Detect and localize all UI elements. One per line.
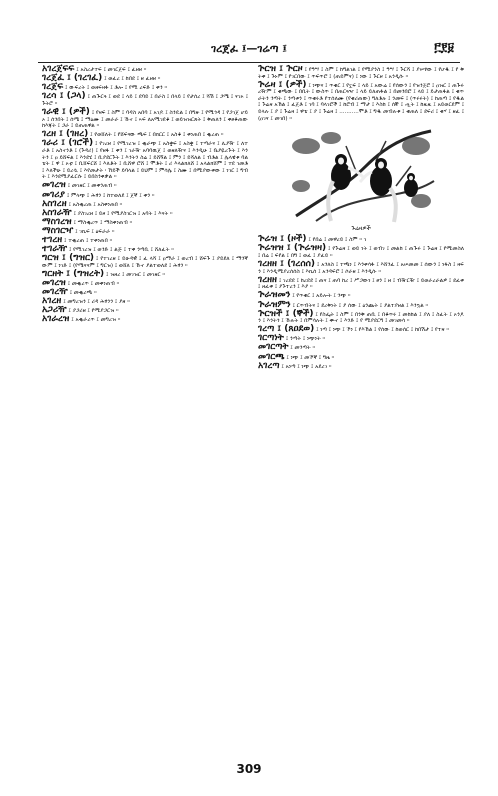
right-column xyxy=(258,66,464,372)
dictionary-entry xyxy=(42,307,248,315)
entry-definition: ፤ ምላጭ ፤ ሕፃን ፤ ከተወለደ ፤ ጀኛ ፤ ቀን ። xyxy=(66,192,155,199)
entry-definition: ፤ አነጣ ፤ ነጭ ፤ አደረገ ። xyxy=(281,363,332,370)
entry-definition: ፤ መቈረጫ ። xyxy=(69,290,97,297)
dictionary-entry xyxy=(258,66,464,80)
entry-definition: ፤ መግረዝን ፤ ሪዳ ሕፃንን ፤ ያዘ ። xyxy=(63,299,130,306)
entry-headword: ጕራዝመን xyxy=(258,290,291,301)
entry-definition: ፤ ማስቈረጥ ፤ ማስቀነጠብ ። xyxy=(73,219,133,226)
dictionary-entry xyxy=(42,140,248,181)
entry-definition: ፤ ጠጕርጓ ፤ ወደ ፤ ላይ ፤ ደባይ ፤ በራስ ፤ በላይ ፤ የታሰረ ፤ ሻሽ ፤ ጋሜ ፤ ናገኦ ፤ ጉትሮ ። xyxy=(42,94,248,107)
dictionary-entry xyxy=(258,344,464,352)
dictionary-entry xyxy=(258,308,464,325)
dictionary-entry xyxy=(42,268,248,279)
entry-definition: ፤ መገዘር ፤ መቀንጠብ ። xyxy=(67,183,117,190)
entry-headword: ገረጣ ፤ (ጸዐደወ) xyxy=(258,324,315,335)
entry-headword: ጕርዝች ፤ (ኞች) xyxy=(258,308,314,319)
entry-definition: ፤ የጉሬዛ ፤ ወይ ነት ፤ ወብገ ፤ መልከ ፤ ጠጕሩ ፤ ጉሬዛ ፤ የሚመስለ ፤ በሬ ፤ ፍየል ፤ በግ ፤ ወፈ ፤ ያፈይ ። xyxy=(258,246,465,259)
entry-headword: መገርጫ xyxy=(258,351,285,362)
page-header xyxy=(0,40,498,60)
entry-headword: ገረጀፈ ፤ (ገረገፈ) xyxy=(42,73,103,84)
right-column-bottom-entries xyxy=(258,236,464,370)
dictionary-entry xyxy=(42,75,248,83)
entry-headword: አስገረዘ xyxy=(42,198,67,209)
entry-definition: ፤ የዓሣ ፤ ስም ፤ ከግልገል ፤ የሚያንስ ፤ ዓሣ ፤ ጉርሻ ፤ ያሠፃው ፤ የሆዱ ፤ የ ቅትቀ ፤ ጉኑም ፤ የገርበው ፤ ጥፍጥሮ ፤ (ጠይምና) ፤ ነው ፤ ጉርዞ ፤ አንዲሱ ። xyxy=(258,67,464,80)
entry-headword: ገረጀፍ xyxy=(42,82,64,93)
entry-headword: አገራረዝ xyxy=(42,314,70,325)
dictionary-entry xyxy=(42,182,248,190)
entry-definition: ፤ ንጣት ፤ ነጭነት ። xyxy=(285,336,326,343)
dictionary-entry xyxy=(42,198,248,209)
entry-definition: ፤ መንጣት ። xyxy=(290,345,316,352)
entry-definition: ፤ መቈረጥ ፤ መቀነጠብ ። xyxy=(67,280,120,287)
monkeys-illustration xyxy=(286,126,436,224)
entry-headword: ገርጣነት xyxy=(258,333,284,344)
dictionary-entry xyxy=(42,207,248,218)
entry-headword: ጕራዝምን xyxy=(258,299,291,310)
entry-definition: ፤ ዝዘረ ፤ መገዝር ፤ መገዘር ። xyxy=(106,271,165,278)
dictionary-entry xyxy=(258,326,464,334)
dictionary-entry xyxy=(42,255,248,269)
entry-definition: ፤ ገኪፍ ፤ ዕፍራራ ። xyxy=(75,228,115,235)
ethiopic-page-number: ፫፻፱ xyxy=(434,40,454,54)
right-column-top-entries xyxy=(258,66,464,122)
entry-definition: ፤ የገረዘ ፤ የሚገረዝ ፤ ቈራጭ ፤ አስቋፍ ፤ አስቋ ፤ ተጣራና ፤ ሊያዥ ፤ ለተ ራቶ ፤ አስኖንቶ ፤ (ጉዳሪ) ፤ የዘፋ ፤ ቀን ፤ ገራዥ አባባዉጀ ፤ ወዘለዥና ፤ እንዲሁ ፤ ቤያዪረጉት ፤ እን ትን ፤ ዐ ይሸፍል ፤ እንደሂ ፤ ቢያደርጉት ፤ እንትን ስሬ ፤ ይሸኝል ፤ ምን ፤ ይሻለል ፤ ብቶል ፤ ሌላዌቱ ባልቴት ፤ ዋ ፤ ኦቲ ፤ ቢሸፍርሸ ፤ እለቶት ፤ ቢሸዋ ሮሸ ፤ ሞቶት ፤ ሪ እላልክለሸ ፤ አላልክሸም ፤ ተደ ገመቶ ፤ እለችሁ ፤ ይረሷ ፤ እየመታት ፡ ኸይች ይባላል ፤ ይህም ፤ ምሳሌ ፤ ስሙ ፤ በሚያውቀው ፤ ነገር ፤ ግብት ፤ እንደሚያፈርሱ ፤ ይበስንቀቃል ። xyxy=(42,141,248,181)
dictionary-entry xyxy=(42,289,248,297)
entry-definition: ፤ አቈራረጥ ፤ መግረዝ ። xyxy=(71,317,121,324)
entry-headword: አስገራዥ xyxy=(42,207,72,218)
entry-definition: ፤ ውፍረት ፤ ወዘፍዛፋ ፤ ቶሎ ፤ የሚ ረፍድ ፤ ቀን ። xyxy=(65,85,168,92)
entry-headword: መገረዝ xyxy=(42,277,66,288)
entry-headword: ጕርዝ ፤ ጕርዞ xyxy=(258,64,303,74)
entry-definition: ፤ ያስገረዘ ፤ ይዞ ፤ የሚያስገርዝ ፤ አባት ፤ እናት ። xyxy=(73,210,173,217)
left-column xyxy=(42,66,248,325)
entry-headword: ተገራዥ xyxy=(42,244,68,255)
entry-definition: ፤ ያጋሪዘ ፤ የሚያጋርዝ ። xyxy=(68,308,119,315)
entry-headword: ተገረዘ xyxy=(42,234,63,245)
entry-definition: ፤ ተቈረጠ ፤ ተቀነጠበ ። xyxy=(64,237,113,244)
entry-headword: ገራዊ ፤ (ዎች) xyxy=(42,106,90,117)
entry-headword: መገረዥ xyxy=(42,287,68,298)
entry-headword: ገረሳ ፤ (ጋላ) xyxy=(42,91,86,102)
entry-headword: ማስገርዣ xyxy=(42,225,74,236)
entry-definition: ፤ የዛፍ ፤ ስም ፤ ባዳስ አበባ ፤ አገዶ ፤ ስንዴል ፤ በግዙ ፤ የሚጎዳ ፤ የጋገጀ ሆይኦ ፤ ሰንበት ፤ ሰሜ ፤ ማዕሙ ፤ መራራ ፤ ኹኖ ፤ ኣፍ ለአሚገደቆ ፤ ወይዝዝርጸት ፤ ቅጠለን ፤ ቀፀቆጠው ከእጃት ፤ ጋራ ፤ ይጠጠዋል ። xyxy=(42,109,249,130)
entry-headword: አገረዘ xyxy=(42,296,62,307)
dictionary-entry xyxy=(258,360,464,371)
entry-headword: ግርዘት ፤ (ግዝረት) xyxy=(42,268,105,279)
dictionary-entry xyxy=(258,299,464,310)
entry-headword: ጕሬዝ ፤ (ዞች) xyxy=(258,234,307,245)
dictionary-entry xyxy=(258,261,464,275)
dictionary-entry xyxy=(258,292,464,300)
illustration-caption: ጉሬዛዎች xyxy=(351,225,371,233)
dictionary-entry xyxy=(42,234,248,245)
dictionary-entry xyxy=(42,316,248,324)
entry-headword: መገሪያ xyxy=(42,189,65,200)
dictionary-entry xyxy=(258,335,464,343)
dictionary-entry xyxy=(258,79,464,123)
entry-definition: ፤ አንለስ ፤ ተጫነ ፤ እንቀሳፋ ፤ እሸንፈ ፤ አሠመመ ፤ ሰውን ፤ ነፋስ ፤ ዛፍን ፤ እንዲሚያረሰሰስ ፤ እኪሰ ፤ አንዳፍሮ ፤ ሶራዘ ፤ እንዲሱ ። xyxy=(258,262,464,275)
entry-definition: ፤ ነጣ ፤ ነጭ ፤ ኾነ ፤ የእኸል ፤ የሰው ፤ ከወሰር ፤ ከበሽታ ፤ የተዛ ። xyxy=(316,327,449,334)
entry-headword: ገራሪ ፤ (ገሮች) xyxy=(42,138,94,149)
entry-headword: አጋሪዥ xyxy=(42,305,67,316)
dictionary-entry xyxy=(42,277,248,288)
entry-definition: ፤ ገረደደ ፤ ከረደደ ፤ ጠና ፤ ጠባ ከረ ፤ ሥጋውነ ፤ ፀን ፤ ዘ ፤ ብዥርዥ ፤ ይወራረራልዎ ፤ ደፈቀ ፤ ዘፈቀ ፤ ያጉተረን ፤ እያ ። xyxy=(258,277,464,291)
entry-headword: ጕሬዛ ፤ (ዎች) xyxy=(258,79,307,90)
dictionary-entry xyxy=(258,351,464,362)
entry-headword: ገረዘ ፤ (ገዘረ) xyxy=(42,129,89,140)
entry-definition: ፤ ወፈረ ፤ ከበደ ፤ ዘ ፈዘዘ ። xyxy=(104,76,161,83)
dictionary-entry xyxy=(42,225,248,236)
dictionary-entry xyxy=(258,245,464,259)
entry-definition: ፤ አስረታተፍ ፤ መገርጀፍ ፤ ፈዘዘ ። xyxy=(76,67,147,73)
entry-definition: ፤ የበሬ ፤ መዋረይ ፤ ስም ። ገ xyxy=(308,237,367,244)
dictionary-entry xyxy=(42,106,249,130)
dictionary-entry xyxy=(42,189,248,200)
entry-headword: አገረጣ xyxy=(258,360,280,371)
entry-headword: መገርጣት xyxy=(258,342,289,353)
entry-definition: ፤ የስፌት ፤ ስም ፤ በንቅ ጠቢ ፤ በቆጥሩ ፤ መከከል ፤ ያለ ፤ ስፈት ፤ ኦንዶን ፤ እንትጎ ፤ ኹሉት ፤ በምሳሉት ፤ ቍኖ ፤ እንድ ፤ የ ሚያደርግ ፤ መገመሳ ። xyxy=(258,311,464,325)
running-head: ገረጀፈ ፤—ገሬጣ ፤ xyxy=(211,42,287,55)
entry-definition: ፤ የወሸለት ፤ የሸፍናው ጫፍ ፤ በክርር ፤ አስቆ ፤ ቀነጠበ ፤ ቈረጠ ። xyxy=(90,132,224,139)
page-number: 309 xyxy=(236,762,262,776)
entry-definition: ፤ የጥቁር ፤ አይሎት ፤ ንጭ ። xyxy=(292,293,351,300)
entry-definition: ፤ ነጭና ፤ ጥቁር ፤ የኗፍ ፤ ላይ ፤ አውሬ ፤ የሰውን ፤ የዝንጀሮ ፤ ዐዝር ፤ ጠጕሩ ረዥም ፤ ቁጫው ፤ በቢት ፤ ውስጥ ፤ በጠርጓዣ ፤ ላይ ይለጠፋል ፤ በመንበሮ ፤ ላይ ፤ ይታጠፋል ፤ ቁጥራትን ንጣት ፤ ንጣቱን ፤ ጥቁሩቶ የተሰለሙ (የቁሪጠው) ግለቶሉ ፤ ንመፍ ፤ (ጥሩሩት) ፤ ከጠጣ ፤ የዱል ፤ ጉሬዛ አኸል ፤ ፈጀቶ ፤ ገባ ፤ ባላገሮች ፤ ከሮብ ፤ ማታ ፤ እስከ ፤ ሰኞ ፤ ጧት ፤ ከዚዚ ፤ አይወርደም ፤ ይላሉ ፤ ያ ፤ ጉሬዛ ፤ ዋቴ ፤ ያ ፤ ጉሬዛ ፤ ...........ሞቶ ፤ ግዱ መብሉቱ ፤ ቁጠለ ፤ ደፍሪ ፤ ቂሃ ፤ ዘፈ ፤ (ዐገና ፤ መገበ) ። xyxy=(258,82,464,122)
entry-definition: ፤ አስቈረጠ ፤ አስቀነጠበ ። xyxy=(68,201,123,208)
entry-headword: ማስገረዝ xyxy=(42,216,72,227)
header-rule xyxy=(38,62,460,63)
entry-headword: ገረዘዘ xyxy=(258,274,277,285)
dictionary-entry xyxy=(42,93,248,107)
entry-headword: አገረጀፍፍ xyxy=(42,64,75,74)
entry-definition: ፤ የተገረዘ ፤ ይሁዳዊ ፤ ፈ ላሻ ፤ ዐማራ ፤ ወረብ ፤ ሸፍጉ ፤ ያይደለ ፤ ማንኛ ውም ፤ ነገድ ፤ (የሜናናም ፤ ግርዝ) ፤ ወሸለ ፤ ኹኖ ያልተወለደ ፤ ሕፃን ። xyxy=(42,256,248,269)
entry-definition: ፤ ነጭ ፤ መኾኛ ፤ ግዜ ። xyxy=(286,354,335,361)
entry-definition: ፤ ርጥብትና ፤ ደረቅነት ፤ ያ ሰው ፤ ዕንጨት ፤ ያልተያዘል ፤ እንኳል ። xyxy=(292,302,429,309)
dictionary-entry xyxy=(42,298,248,306)
entry-headword: ጕሬዝዝ ፤ (ጕሬዝዛ) xyxy=(258,243,327,254)
entry-definition: ፤ የሚገረዝ ፤ ወንድ ፤ ልጅ ፤ ተቀ ንጣቢ ፤ ሸለፈት ። xyxy=(69,247,174,254)
entry-headword: ግርዝ ፤ (ግዝር) xyxy=(42,253,95,264)
entry-headword: መገረዝ xyxy=(42,180,66,191)
entry-headword: ገረዘዘ ፤ (ገረሰሰ) xyxy=(258,259,316,270)
dictionary-entry xyxy=(258,274,464,291)
